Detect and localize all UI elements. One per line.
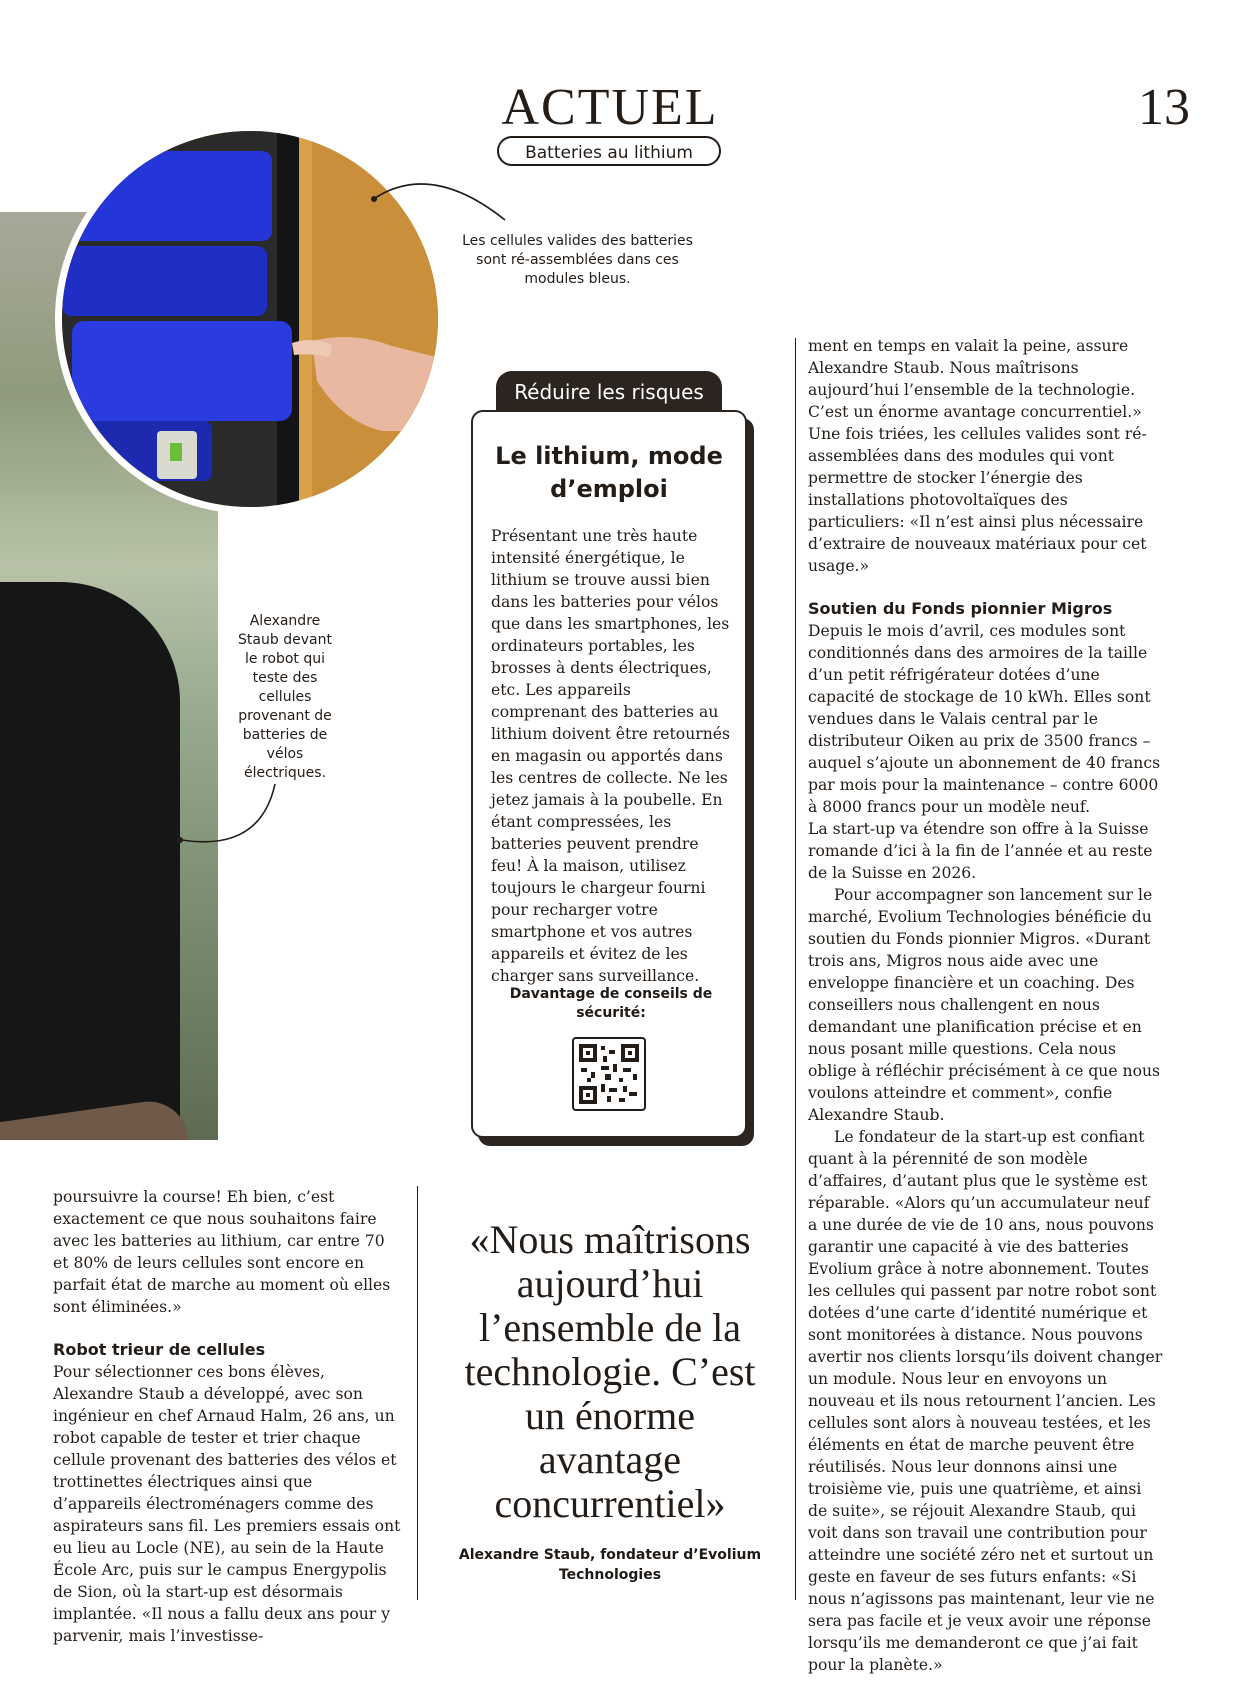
topic-pill: Batteries au lithium [497, 136, 721, 166]
caption-pointer-modules [370, 170, 515, 225]
left-subhead: Robot trieur de cellules [53, 1340, 266, 1359]
caption-modules: Les cellules valides des batteries sont ré-assemblées dans ces modules bleus. [462, 233, 693, 287]
right-column [808, 335, 1163, 1676]
section-title: ACTUEL [501, 79, 719, 136]
right-paragraph-4: Pour accompagner son lancement sur le marché, Evolium Technologies bénéficie du soutien du Fonds pionnier Migros. «Durant trois ans, Migros nous aide avec une enveloppe financière et un coaching. Des conseillers nous challengent en nous demandant une planification précise et en nous posant mille questions. Cela nous oblige à réfléchir précisément à ce que nous voulons atteindre et comment», confie Alexandre Staub. [808, 886, 1161, 1124]
qr-code[interactable] [572, 1037, 646, 1111]
right-paragraph-1: ment en temps en valait la peine, assure Alexandre Staub. Nous maîtrisons aujourd’hui l’ensemble de la technologie. C’est un énorme avantage concurrentiel.» Une fois triées, les cellules valides sont ré-assemblées dans des modules qui vont permettre de stocker l’énergie des installations photovoltaïques des particuliers: «Il n’est ainsi plus nécessaire d’extraire de nouveaux matériaux pour cet usage.» [808, 337, 1147, 575]
column-divider-left [417, 1186, 418, 1600]
right-paragraph-5: Le fondateur de la start-up est confiant quant à la pérennité de son modèle d’affaires, d’autant plus que le système est réparable. «Alors qu’un accumulateur neuf a une durée de vie de 10 ans, nous pouvons garantir une capacité à vie des batteries Evolium grâce à notre abonnement. Toutes les cellules qui passent par notre robot sont dotées d’une carte d’identité numérique et sont monitorées à distance. Nous pouvons avertir nos clients lorsqu’ils doivent changer un module. Nous leur en envoyons un nouveau et ils nous retournent l’ancien. Les cellules sont alors à nouveau testées, et les éléments en état de marche peuvent être réutilisés. Nous leur donnons ainsi une troisième vie, puis une quatrième, et ainsi de suite», se réjouit Alexandre Staub, qui voit dans son travail une contribution pour atteindre une société zéro net et surtout un geste en faveur de ses futurs enfants: «Si nous n’agissons pas maintenant, leur vie ne sera pas facile et je veux avoir une réponse lorsqu’ils me demanderont ce que j’ai fait pour la planète.» [808, 1128, 1163, 1674]
box-tab: Réduire les risques [496, 371, 722, 411]
qr-code-icon [579, 1044, 639, 1104]
box-cta: Davantage de conseils de sécurité: [509, 986, 713, 1021]
box-title: Le lithium, mode d’emploi [495, 442, 723, 503]
pull-quote: «Nous maîtrisons aujourd’hui l’ensemble de la technologie. C’est un énorme avantage concurrentiel» [464, 1217, 756, 1526]
quote-attribution: Alexandre Staub, fondateur d’Evolium Technologies [458, 1547, 762, 1583]
caption-pointer-portrait [170, 782, 285, 857]
right-paragraph-3: La start-up va étendre son offre à la Suisse romande d’ici à la fin de l’année et au reste de la Suisse en 2026. [808, 820, 1153, 882]
right-paragraph-2: Depuis le mois d’avril, ces modules sont conditionnés dans des armoires de la taille d’un petit réfrigérateur dotées d’une capacité de stockage de 10 kWh. Elles sont vendues dans le Valais central par le distributeur Oiken au prix de 3500 francs – auquel s’ajoute un abonnement de 40 francs par mois pour la maintenance – contre 6000 à 8000 francs pour un modèle neuf. [808, 622, 1161, 816]
left-column [53, 1186, 405, 1647]
box-body: Présentant une très haute intensité énergétique, le lithium se trouve aussi bien dans les batteries pour vélos que dans les smartphones, les ordinateurs portables, les brosses à dents électriques, etc. Les appareils comprenant des batteries au lithium doivent être retournés en magasin ou apportés dans les centres de collecte. Ne les jetez jamais à la poubelle. En étant compressées, les batteries peuvent prendre feu! À la maison, utilisez toujours le chargeur fourni pour recharger votre smartphone et vos autres appareils et évitez de les charger sans surveillance. [491, 527, 730, 985]
column-divider-right [795, 338, 796, 1600]
right-subhead: Soutien du Fonds pionnier Migros [808, 599, 1113, 618]
caption-portrait: Alexandre Staub devant le robot qui teste des cellules provenant de batteries de vélos électriques. [238, 613, 332, 781]
page-number: 13 [1138, 79, 1190, 136]
left-paragraph-2: Pour sélectionner ces bons élèves, Alexandre Staub a développé, avec son ingénieur en chef Arnaud Halm, 26 ans, un robot capable de tester et trier chaque cellule provenant des batteries des vélos et trottinettes électriques ainsi que d’appareils électroménagers comme des aspirateurs sans fil. Les premiers essais ont eu lieu au Locle (NE), au sein de la Haute École Arc, puis sur le campus Energypolis de Sion, où la start-up est désormais implantée. «Il nous a fallu deux ans pour y parvenir, mais l’investisse- [53, 1363, 401, 1645]
person-silhouette [0, 582, 180, 1140]
left-paragraph-1: poursuivre la course! Eh bien, c’est exactement ce que nous souhaitons faire avec les batteries au lithium, car entre 70 et 80% de leurs cellules sont encore en parfait état de marche au moment où elles sont éliminées.» [53, 1188, 391, 1316]
